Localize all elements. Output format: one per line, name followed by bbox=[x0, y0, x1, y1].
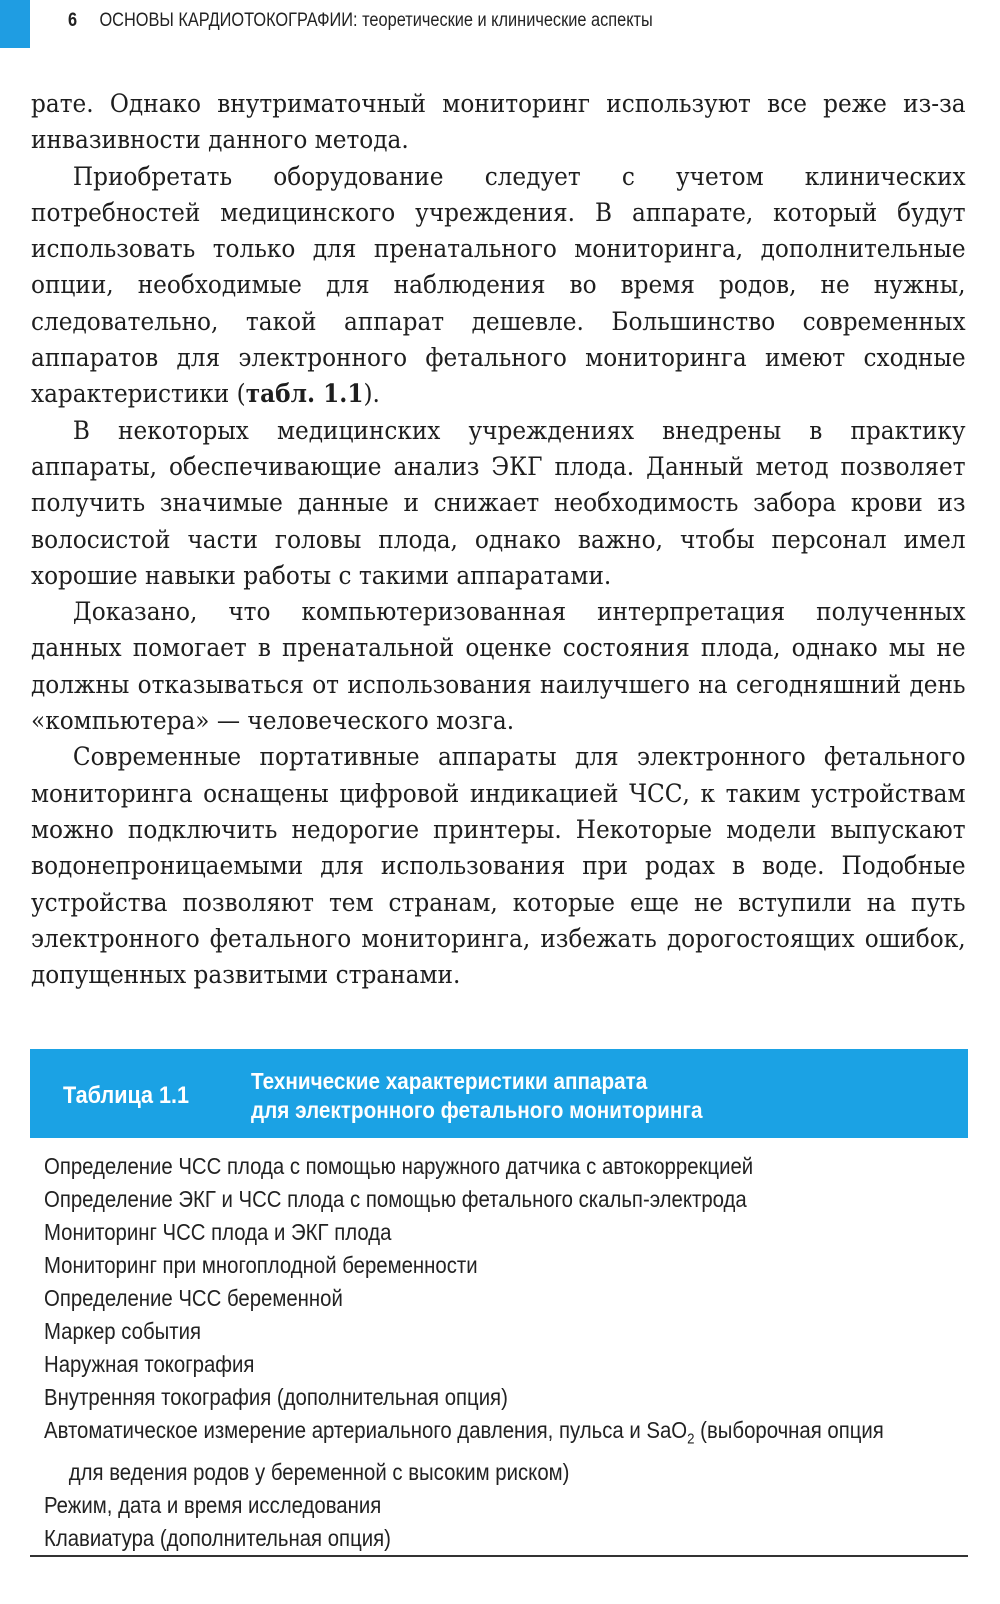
table-row-bp-continuation: для ведения родов у беременной с высоким риском) bbox=[68, 1458, 570, 1485]
table-row-bp bbox=[44, 1414, 884, 1456]
table-caption-line-2: для электронного фетального мониторинга bbox=[251, 1097, 703, 1123]
table-row: Маркер события bbox=[44, 1318, 201, 1344]
page-corner-tab bbox=[0, 0, 30, 48]
table-row: Определение ЭКГ и ЧСС плода с помощью фетального скальп-электрода bbox=[44, 1186, 747, 1212]
running-title: ОСНОВЫ КАРДИОТОКОГРАФИИ: теоретические и клинические аспекты bbox=[99, 10, 653, 31]
table-row: Наружная токография bbox=[44, 1351, 255, 1377]
table-caption bbox=[251, 1067, 703, 1125]
table-row-bp-text: Автоматическое измерение артериального давления, пульса и SaO bbox=[44, 1417, 688, 1443]
paragraph-2-text: Приобретать оборудование следует с учетом клинических потребностей медицинского учреждения. В аппарате, который будут использовать только для пренатального мониторинга, дополнительные опции, необходимые для наблюдения во время родов, не нужны, следовательно, такой аппарат дешевле. Большинство современных аппаратов для электронного фетального мониторинга имеют сходные характеристики bbox=[31, 161, 966, 410]
table-header bbox=[30, 1049, 968, 1138]
table-row-bp-subscript: 2 bbox=[687, 1430, 695, 1448]
table-ref-close: ). bbox=[363, 379, 380, 410]
table-bottom-rule bbox=[30, 1555, 968, 1557]
table-row: Определение ЧСС беременной bbox=[44, 1285, 343, 1311]
paragraph-2 bbox=[31, 159, 966, 413]
body-text bbox=[31, 86, 966, 993]
table-row: Определение ЧСС плода с помощью наружного датчика с автокоррекцией bbox=[44, 1153, 754, 1179]
table-row: Мониторинг при многоплодной беременности bbox=[44, 1252, 478, 1278]
table-caption-line-1: Технические характеристики аппарата bbox=[251, 1068, 648, 1094]
paragraph-3: В некоторых медицинских учреждениях внедрены в практику аппараты, обеспечивающие анализ ЭКГ плода. Данный метод позволяет получить значимые данные и снижает необходимость забора крови из волосистой части головы плода, однако важно, чтобы персонал имел хорошие навыки работы с такими аппаратами. bbox=[31, 415, 966, 591]
paragraph-1: рате. Однако внутриматочный мониторинг используют все реже из-за инвазивности данного метода. bbox=[31, 89, 966, 156]
table-row: Режим, дата и время исследования bbox=[44, 1491, 382, 1518]
running-header bbox=[68, 10, 653, 32]
table-row: Клавиатура (дополнительная опция) bbox=[44, 1524, 391, 1551]
table-rows bbox=[44, 1150, 884, 1555]
page-number: 6 bbox=[68, 10, 78, 31]
paragraph-4: Доказано, что компьютеризованная интерпретация полученных данных помогает в пренатальной оценке состояния плода, однако мы не должны отказываться от использования наилучшего на сегодняшний день «компьютера» — человеческого мозга. bbox=[31, 597, 966, 737]
paragraph-5: Современные портативные аппараты для электронного фетального мониторинга оснащены цифровой индикацией ЧСС, к таким устройствам можно подключить недорогие принтеры. Некоторые модели выпускают водонепроницаемыми для использования при родах в воде. Подобные устройства позволяют тем странам, которые еще не вступили на путь электронного фетального мониторинга, избежать дорогостоящих ошибок, допущенных развитыми странами. bbox=[31, 742, 966, 991]
table-label: Таблица 1.1 bbox=[63, 1082, 190, 1109]
table-ref-open: ( bbox=[229, 379, 246, 410]
table-ref-link[interactable]: табл. 1.1 bbox=[245, 379, 364, 410]
table-row-bp-tail: (выборочная опция bbox=[694, 1417, 884, 1443]
table-row: Мониторинг ЧСС плода и ЭКГ плода bbox=[44, 1219, 392, 1245]
table-row: Внутренняя токография (дополнительная опция) bbox=[44, 1384, 508, 1410]
